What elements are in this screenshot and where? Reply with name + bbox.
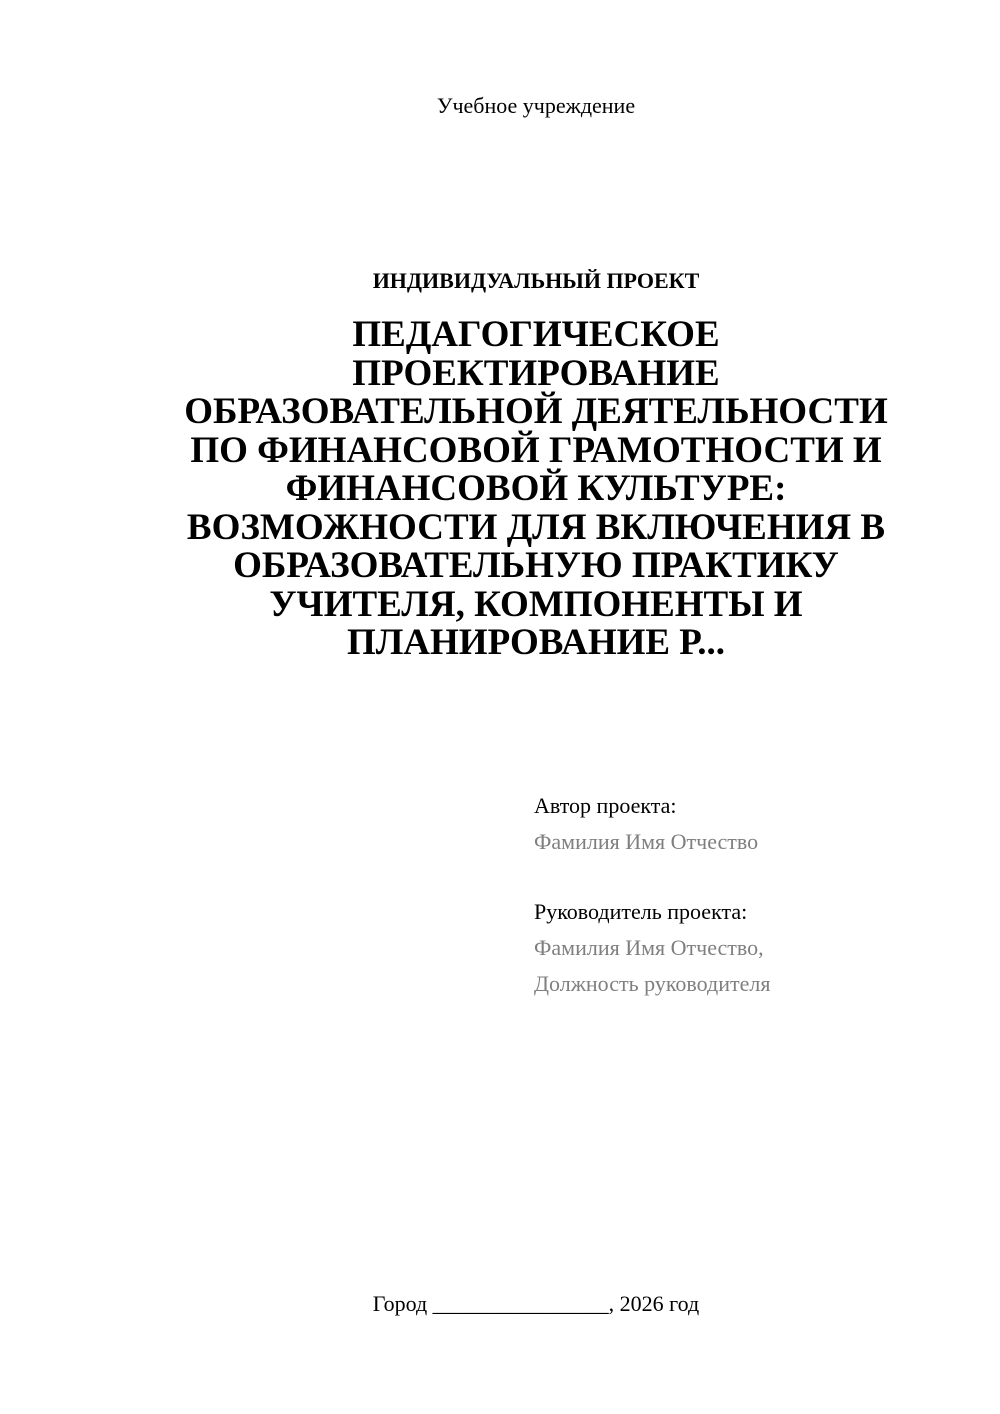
project-title-line: ОБРАЗОВАТЕЛЬНУЮ ПРАКТИКУ [233,545,839,586]
project-title-line: ПЛАНИРОВАНИЕ Р... [346,622,726,663]
project-title-line: ПЕДАГОГИЧЕСКОЕ [352,314,720,355]
city-blank: ________________ [432,1291,609,1316]
project-type-heading: ИНДИВИДУАЛЬНЫЙ ПРОЕКТ [372,268,700,293]
supervisor-label: Руководитель проекта: [534,899,748,924]
project-title-line: ФИНАНСОВОЙ КУЛЬТУРЕ: [285,468,787,509]
author-name: Фамилия Имя Отчество [534,829,759,854]
project-title [150,316,922,663]
institution-name: Учебное учреждение [436,93,636,118]
project-title-line: ВОЗМОЖНОСТИ ДЛЯ ВКЛЮЧЕНИЯ В [186,506,886,548]
supervisor-name: Фамилия Имя Отчество, [534,935,764,960]
project-title-line: ПРОЕКТИРОВАНИЕ [352,352,720,394]
project-title-line: ПО ФИНАНСОВОЙ ГРАМОТНОСТИ И [190,429,882,471]
author-label: Автор проекта: [534,793,677,818]
project-title-line: УЧИТЕЛЯ, КОМПОНЕНТЫ И [269,583,803,625]
year-text: , 2026 год [608,1291,700,1316]
spacer [534,860,770,894]
project-participants [534,788,770,1002]
supervisor-position: Должность руководителя [534,971,771,996]
city-label: Город [372,1291,428,1316]
project-title-line: ОБРАЗОВАТЕЛЬНОЙ ДЕЯТЕЛЬНОСТИ [184,391,888,432]
city-year-line [0,1290,1000,1318]
